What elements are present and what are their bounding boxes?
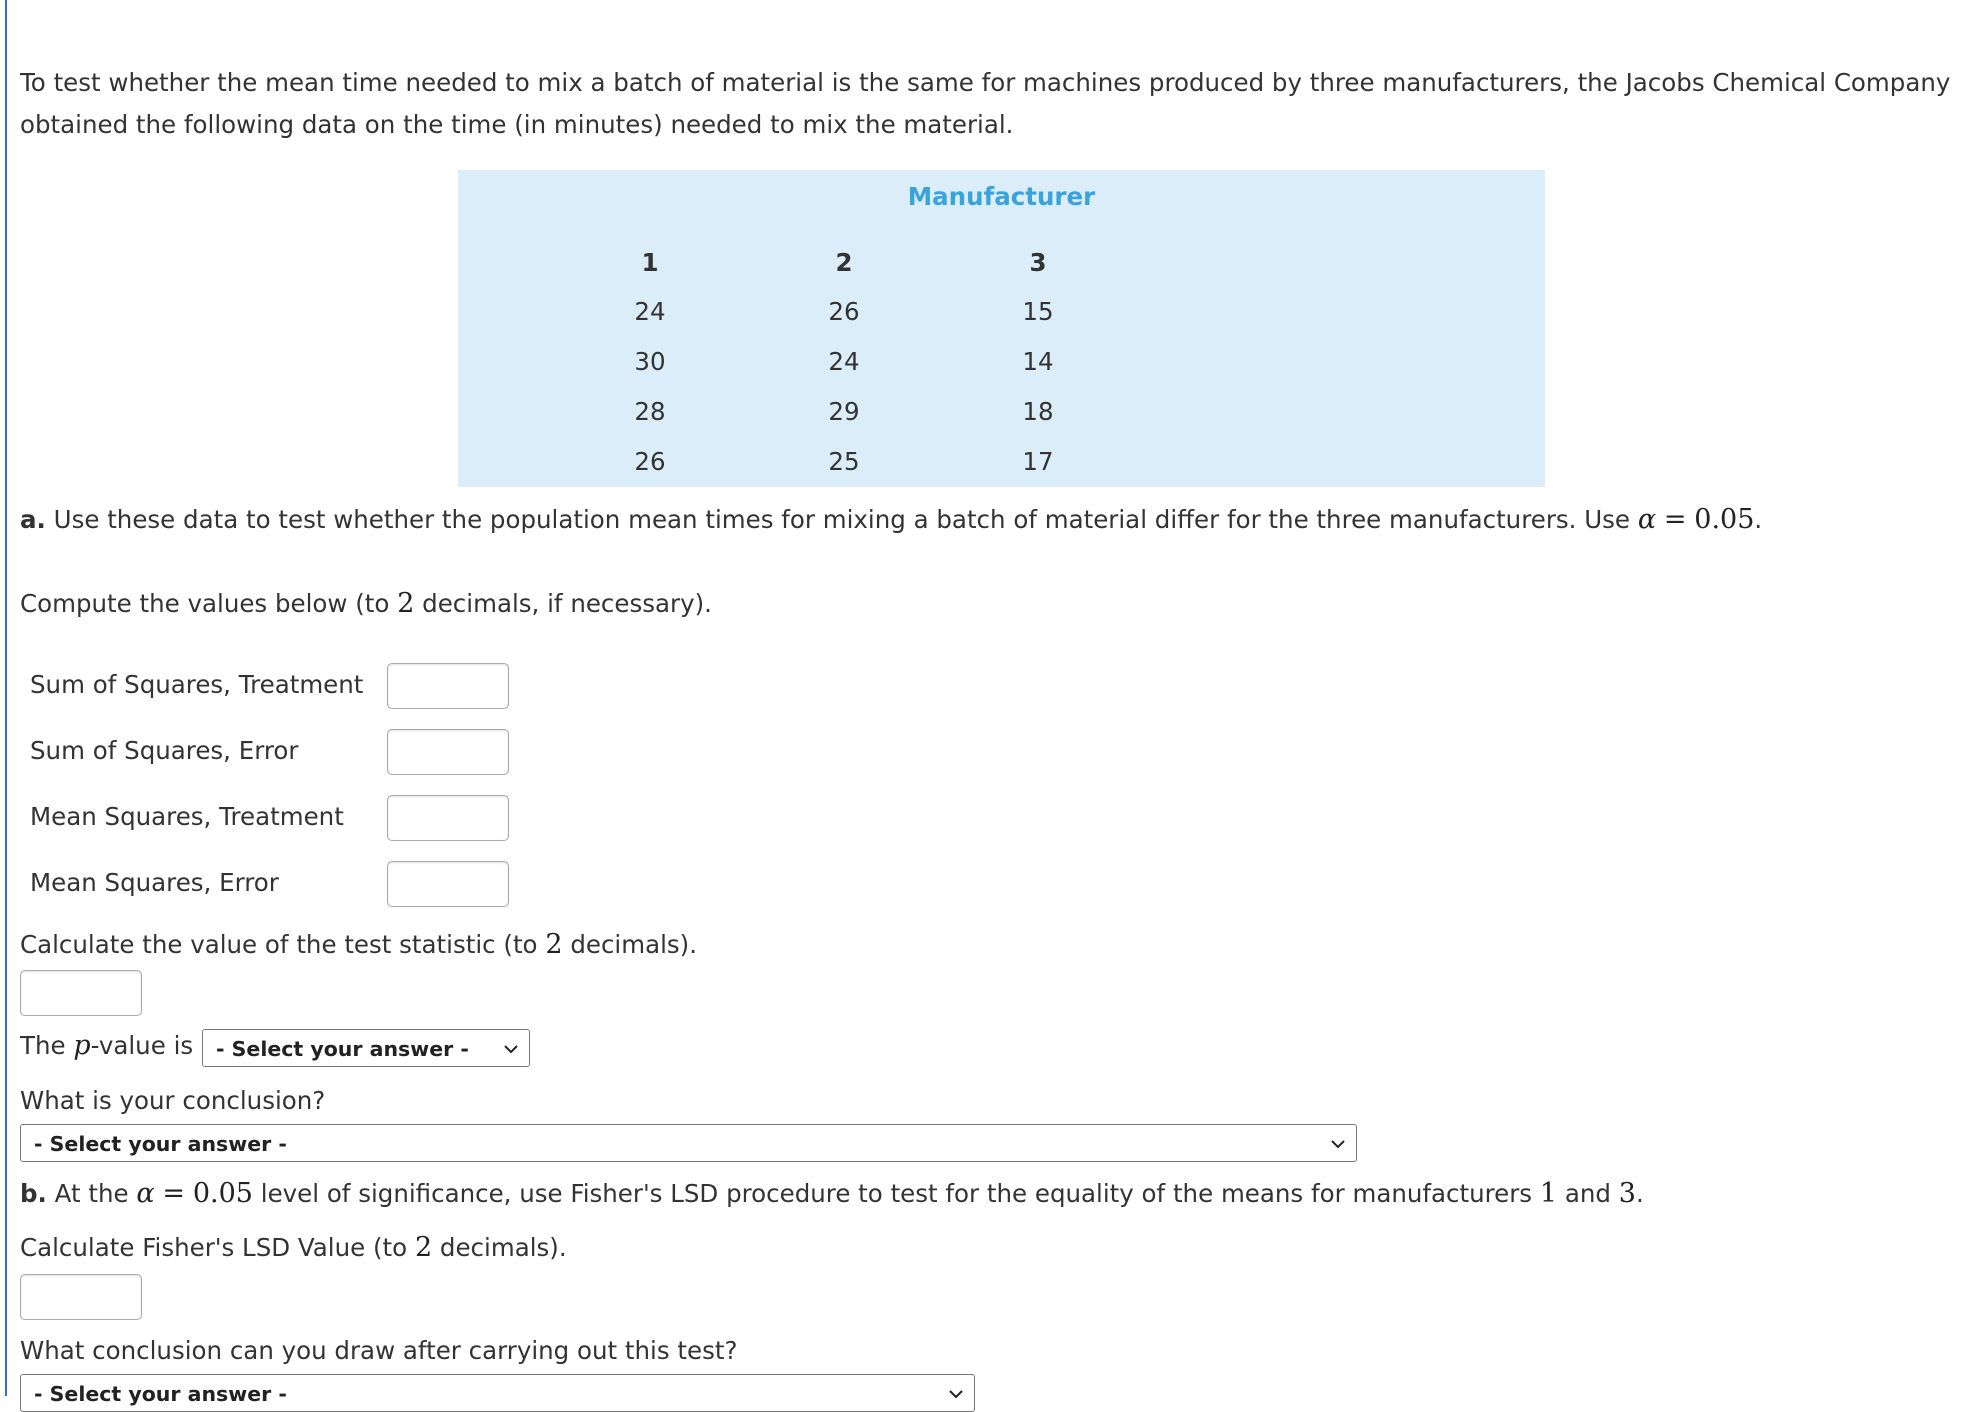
alpha-symbol: α [136,1178,155,1209]
manufacturer-3: 3 [1618,1178,1636,1209]
chevron-down-icon [503,1041,519,1057]
manufacturer-1: 1 [1539,1178,1558,1209]
table-cell: 28 [634,397,666,426]
intro-line-2: obtained the following data on the time (in minutes) needed to mix the material. [20,110,1014,139]
table-cell: 18 [1022,397,1054,426]
part-a-label: a. [20,505,46,534]
test-statistic-prompt [20,924,697,966]
table-cell: 24 [828,347,860,376]
ms-treatment-input[interactable] [387,795,509,841]
compute-text: Compute the values below (to [20,589,390,618]
equals-sign: = [162,1178,186,1209]
pvalue-select[interactable] [202,1029,530,1067]
pvalue-text-end: -value is [90,1031,194,1060]
lsd-conclusion-question: What conclusion can you draw after carrying out this test? [20,1336,738,1365]
part-b-prompt [20,1173,1644,1215]
table-cell: 29 [828,397,860,426]
part-a-prompt [20,499,1762,541]
ss-error-label: Sum of Squares, Error [30,736,299,765]
ms-error-input[interactable] [387,861,509,907]
table-cell: 15 [1022,297,1054,326]
compute-instruction [20,583,712,625]
pvalue-select-label: - Select your answer - [216,1037,469,1061]
conclusion-select[interactable] [20,1124,1357,1162]
test-stat-text-end: decimals). [570,930,698,959]
table-cell: 17 [1022,447,1054,476]
equals-sign: = [1663,504,1687,535]
column-header-3: 3 [1029,248,1047,277]
chevron-down-icon [1330,1136,1346,1152]
table-cell: 26 [828,297,860,326]
lsd-prompt [20,1227,567,1269]
table-cell: 26 [634,447,666,476]
table-cell: 25 [828,447,860,476]
table-cell: 14 [1022,347,1054,376]
and-word: and [1564,1179,1611,1208]
lsd-input[interactable] [20,1274,142,1320]
pvalue-prompt [20,1025,193,1067]
test-stat-text: Calculate the value of the test statistic (to [20,930,538,959]
table-cell: 24 [634,297,666,326]
lsd-conclusion-select-label: - Select your answer - [34,1382,287,1406]
ss-treatment-label: Sum of Squares, Treatment [30,670,364,699]
lsd-conclusion-select[interactable] [20,1374,975,1412]
intro-line-1: To test whether the mean time needed to mix a batch of material is the same for machines produced by three manufacturers, the Jacobs Chemical Company [20,68,1951,97]
table-title: Manufacturer [907,182,1096,211]
conclusion-question: What is your conclusion? [20,1086,326,1115]
part-b-label: b. [20,1179,47,1208]
p-symbol: p [73,1030,91,1061]
conclusion-select-label: - Select your answer - [34,1132,287,1156]
column-header-1: 1 [641,248,659,277]
left-border-rule [5,0,7,1396]
period: . [1635,1179,1644,1208]
ss-treatment-input[interactable] [387,663,509,709]
decimals-number: 2 [414,1232,433,1263]
pvalue-text: The [20,1031,66,1060]
period: . [1754,505,1763,534]
ms-treatment-label: Mean Squares, Treatment [30,802,344,831]
test-statistic-input[interactable] [20,970,142,1016]
ms-error-label: Mean Squares, Error [30,868,279,897]
column-header-2: 2 [835,248,853,277]
alpha-value: 0.05 [1694,504,1755,535]
ss-error-input[interactable] [387,729,509,775]
part-b-text: At the [54,1179,129,1208]
data-table [458,170,1545,487]
compute-text-end: decimals, if necessary). [422,589,712,618]
part-a-text: Use these data to test whether the population mean times for mixing a batch of material differ for the three manufacturers. Use [53,505,1631,534]
alpha-value: 0.05 [192,1178,253,1209]
decimals-number: 2 [397,588,415,619]
part-b-text-mid: level of significance, use Fisher's LSD procedure to test for the equality of the means for manufacturers [260,1179,1533,1208]
table-cell: 30 [634,347,666,376]
decimals-number: 2 [545,929,563,960]
alpha-symbol: α [1637,504,1657,535]
lsd-text: Calculate Fisher's LSD Value (to [20,1233,408,1262]
lsd-text-end: decimals). [439,1233,567,1262]
chevron-down-icon [948,1386,964,1402]
